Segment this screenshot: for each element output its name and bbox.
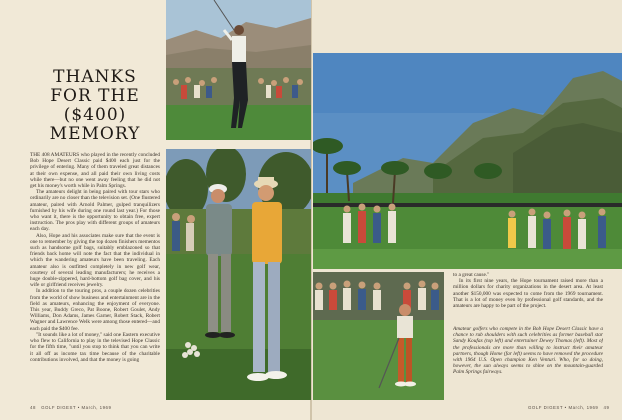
publication-name: GOLF DIGEST [528,405,563,410]
title-line-4: MEMORY [49,124,141,144]
photo-pro-golfer-crowd [313,272,444,400]
photo-golfer-swing [166,0,311,140]
article-paragraph: In its first nine years, the Hope tournament raised more than a million dollars for charity organizations in the desert area. At least another $150,000 was expected to come from the 1969 tournament. That is a lot of money even by professional golf standards, and the amateurs are happy to be part of the project. [453,278,603,310]
article-paragraph: to a great cause." [453,272,490,278]
article-paragraph: THE 408 AMATEURS who played in the recently concluded Bob Hope Desert Classic paid $400 each just for the privilege of entering. Many of them traveled great distances at their own expense, and all paid their own living costs while there—but no one went away feeling that he did not get his money's worth while in Palm Springs. [30,152,160,190]
issue-date: March, 1969 [568,405,599,410]
page-number: 48 [30,405,36,410]
issue-date: March, 1969 [81,405,112,410]
photo-mountain-gallery [313,53,622,269]
footer-right: GOLF DIGEST • March, 1969 49 [528,405,610,410]
article-paragraph: In addition to the touring pros, a couple dozen celebrities from the world of show business and entertainment are in the field as amateurs, enhancing the enjoyment of everyone. This year, Buddy Greco, Pat Boone, Robert Goulet, Andy Williams, Don Adams, James Garner, Robert Stack, Robert Wagner and Lawrence Welk were among those entered—and each paid the $400 fee. [30,288,160,332]
article-paragraph: Also, Hope and his associates make sure that the event is one to remember by giving the top dozen finishers mementos such as handsome golf bags, suitably emblazoned so that friends back home will note the fact that the individual in which the wandering amateurs have been traveling. Each amateur also is outfitted completely in new golf wear, courtesy of several leading manufacturers; he receives a huge double-zippered, hard-bottom golf bag cover, and his wife or girlfriend receives jewelry. [30,232,160,289]
footer-left: 48 GOLF DIGEST • March, 1969 [30,405,112,410]
article-paragraph: "It sounds like a lot of money," said one Eastern executive who flew to California to play in the televised Hope Classic for the fifth time, "until you stop to think that you can write it all off as income tax time because of the charitable contributions involved, and that the money is going [30,331,160,363]
article-column-right [453,272,603,320]
title-line-2: FOR THE [50,86,140,106]
title-line-1: THANKS [53,67,137,87]
photo-celebrity-golfers [166,149,311,400]
title-line-3: ($400) [63,105,127,125]
article-column-left [30,152,160,402]
photo-caption: Amateur golfers who compete in the Bob Hope Desert Classic have a chance to rub shoulders with such celebrities as former baseball star Sandy Koufax (top left) and entertainer Dewey Thomas (left). Most of the professionals are more than willing to instruct their amateur partners, though Home (far left) seems to have removed the procedure with 1964 U.S. Open champion Ken Venturi. Who, for so doing, however, the sun always seems to shine on the mountain-guarded Palm Springs fairways. [453,326,603,376]
article-title [30,68,160,144]
publication-name: GOLF DIGEST [41,405,77,410]
page-number: 49 [603,405,610,410]
article-paragraph: The amateurs delight in being paired with tour stars who ordinarily are no closer than the television set. (One flustered amateur, paired with Arnold Palmer, gulped tranquilizers furnished by his wife during one round last year.) For those who want it, there is the opportunity to obtain free, expert instruction. The pros play with different groups of amateurs each day. [30,189,160,233]
